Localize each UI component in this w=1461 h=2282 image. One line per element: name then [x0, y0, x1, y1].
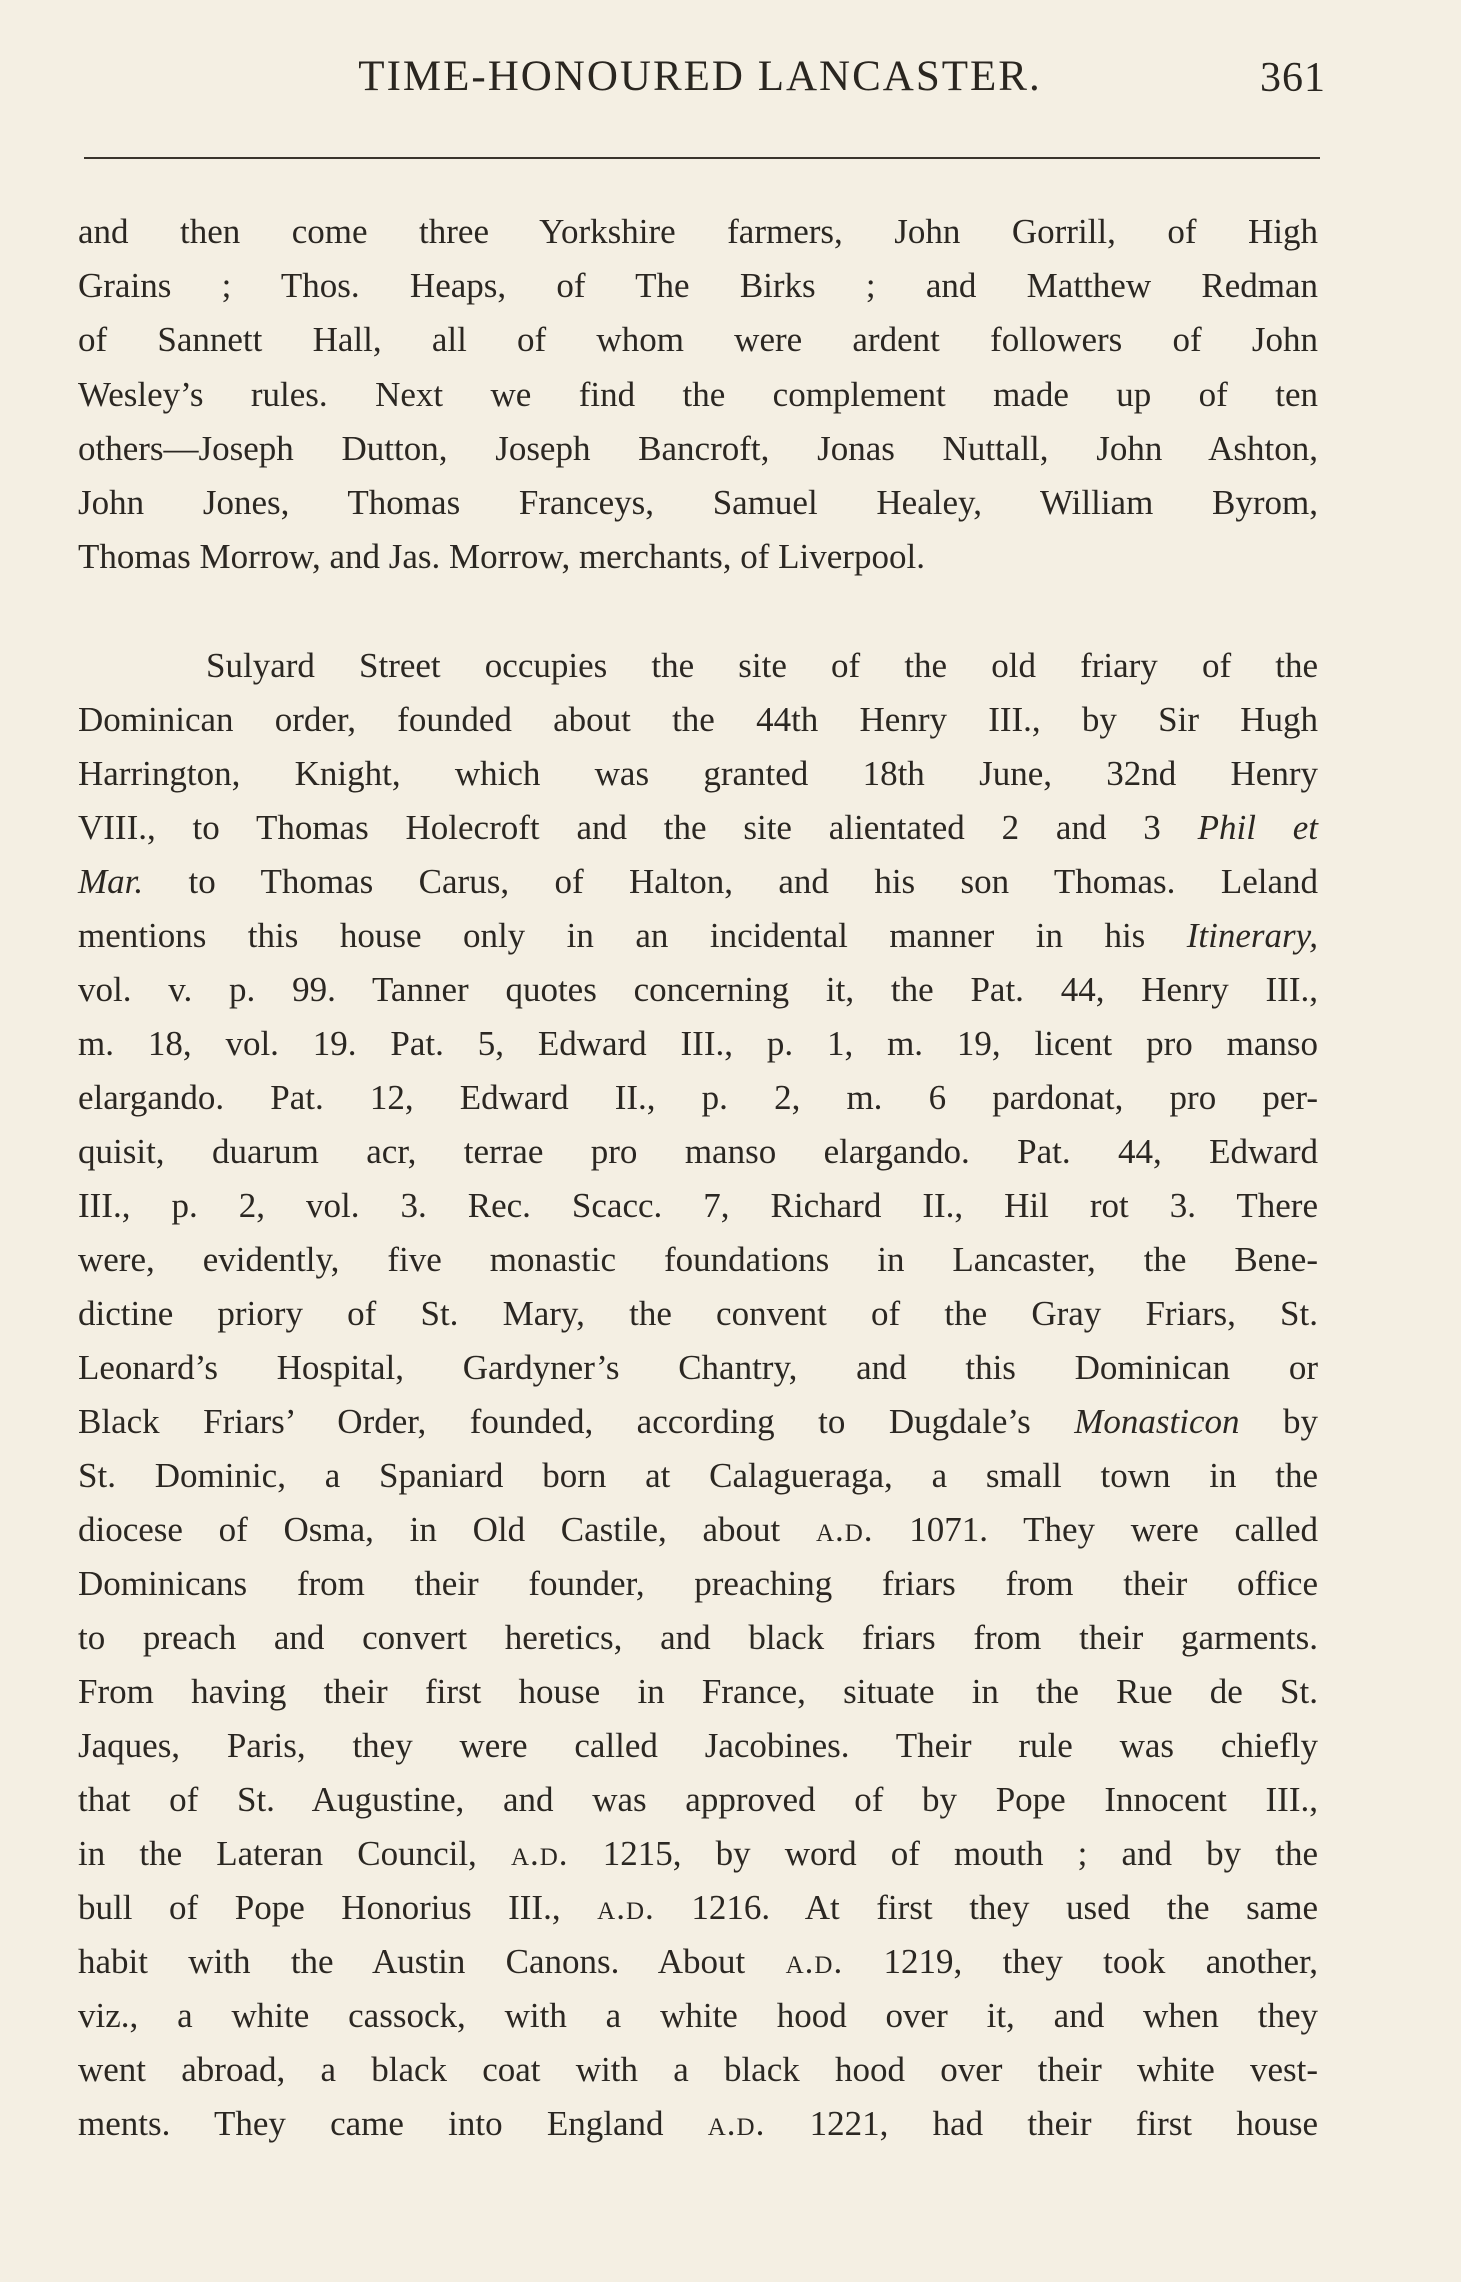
text-line: viz., a white cassock, with a white hood over it, and when they [78, 1996, 1318, 2035]
text-line [78, 914, 1318, 958]
text-run: VIII., to Thomas Holecroft and the site alientated 2 and 3 [78, 808, 1161, 847]
small-caps-run: a.d. [785, 1942, 844, 1981]
text-line: dictine priory of St. Mary, the convent of the Gray Friars, St. [78, 1294, 1318, 1333]
text-line: to preach and convert heretics, and black friars from their garments. [78, 1618, 1318, 1657]
italic-run: Mar. [78, 862, 144, 901]
text-run: mentions this house only in an incidental manner in his [78, 916, 1146, 955]
text-line: Harrington, Knight, which was granted 18th June, 32nd Henry [78, 754, 1318, 793]
text-line: John Jones, Thomas Franceys, Samuel Healey, William Byrom, [78, 483, 1318, 522]
text-run: 1219, they took another, [883, 1942, 1319, 1981]
text-line: Sulyard Street occupies the site of the old friary of the [206, 646, 1318, 685]
text-line: St. Dominic, a Spaniard born at Calagueraga, a small town in the [78, 1456, 1318, 1495]
text-line: Thomas Morrow, and Jas. Morrow, merchants, of Liverpool. [78, 537, 925, 576]
text-line: were, evidently, five monastic foundations in Lancaster, the Bene- [78, 1240, 1318, 1279]
text-run: 1216. At first they used the same [691, 1888, 1318, 1927]
italic-run: Phil et [1197, 808, 1318, 847]
text-run: diocese of Osma, in Old Castile, about [78, 1510, 781, 1549]
text-line: vol. v. p. 99. Tanner quotes concerning it, the Pat. 44, Henry III., [78, 970, 1318, 1009]
small-caps-run: a.d. [510, 1834, 569, 1873]
text-line [78, 1940, 1318, 1984]
text-line [78, 1400, 1318, 1444]
text-line: went abroad, a black coat with a black hood over their white vest- [78, 2050, 1318, 2089]
text-line: and then come three Yorkshire farmers, John Gorrill, of High [78, 212, 1318, 251]
italic-run: Itinerary, [1186, 916, 1319, 955]
text-line [78, 1832, 1318, 1876]
text-line: quisit, duarum acr, terrae pro manso elargando. Pat. 44, Edward [78, 1132, 1318, 1171]
running-head [80, 44, 1326, 114]
text-line: Wesley’s rules. Next we find the complement made up of ten [78, 375, 1318, 414]
text-line: Jaques, Paris, they were called Jacobines. Their rule was chiefly [78, 1726, 1318, 1765]
text-line: Dominicans from their founder, preaching friars from their office [78, 1564, 1318, 1603]
text-run: by [1283, 1402, 1318, 1441]
text-run: 1221, had their first house [809, 2104, 1319, 2143]
text-line: III., p. 2, vol. 3. Rec. Scacc. 7, Richard II., Hil rot 3. There [78, 1186, 1318, 1225]
text-line: From having their first house in France, situate in the Rue de St. [78, 1672, 1318, 1711]
text-run: bull of Pope Honorius III., [78, 1888, 561, 1927]
text-line [78, 1508, 1318, 1552]
italic-run: Monasticon [1074, 1402, 1240, 1441]
text-line: of Sannett Hall, all of whom were ardent followers of John [78, 320, 1318, 359]
header-rule [84, 157, 1320, 159]
text-run: Black Friars’ Order, founded, according to Dugdale’s [78, 1402, 1031, 1441]
text-run: 1215, by word of mouth ; and by the [602, 1834, 1319, 1873]
running-title: TIME-HONOURED LANCASTER. [358, 53, 1042, 100]
text-line [78, 860, 1318, 904]
text-run: habit with the Austin Canons. About [78, 1942, 746, 1981]
text-line: Dominican order, founded about the 44th Henry III., by Sir Hugh [78, 700, 1318, 739]
text-run: to Thomas Carus, of Halton, and his son Thomas. Leland [188, 862, 1318, 901]
text-line: Grains ; Thos. Heaps, of The Birks ; and Matthew Redman [78, 266, 1318, 305]
small-caps-run: a.d. [815, 1510, 874, 1549]
text-line: Leonard’s Hospital, Gardyner’s Chantry, and this Dominican or [78, 1348, 1318, 1387]
text-run: 1071. They were called [909, 1510, 1319, 1549]
page-number: 361 [1260, 55, 1326, 101]
text-line: elargando. Pat. 12, Edward II., p. 2, m. 6 pardonat, pro per- [78, 1078, 1318, 1117]
text-run: ments. They came into England [78, 2104, 664, 2143]
small-caps-run: a.d. [707, 2104, 766, 2143]
text-line [78, 806, 1318, 850]
text-line [78, 1886, 1318, 1930]
text-line [78, 2102, 1318, 2146]
text-line: others—Joseph Dutton, Joseph Bancroft, Jonas Nuttall, John Ashton, [78, 429, 1318, 468]
small-caps-run: a.d. [597, 1888, 655, 1927]
text-line: that of St. Augustine, and was approved of by Pope Innocent III., [78, 1780, 1318, 1819]
text-run: in the Lateran Council, [78, 1834, 477, 1873]
text-line: m. 18, vol. 19. Pat. 5, Edward III., p. 1, m. 19, licent pro manso [78, 1024, 1318, 1063]
